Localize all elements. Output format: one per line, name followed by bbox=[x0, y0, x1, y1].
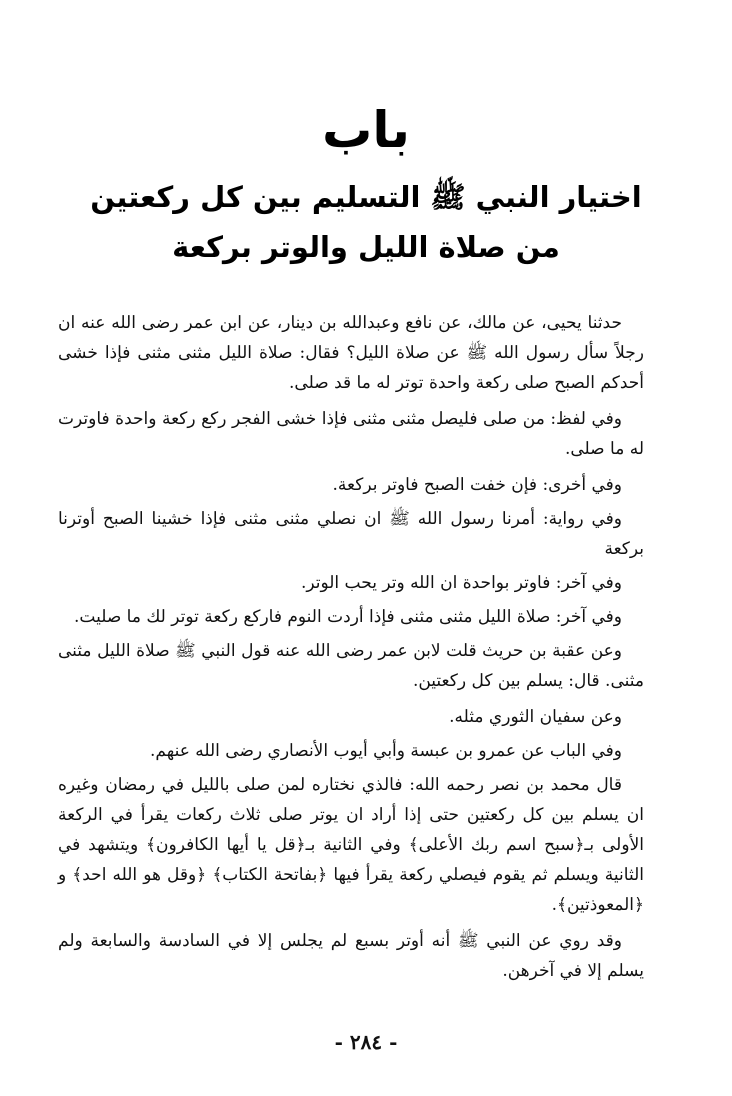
paragraph-6: وفي آخر: صلاة الليل مثنى مثنى فإذا أردت النوم فاركع ركعة توتر لك ما صليت. bbox=[73, 607, 622, 627]
chapter-title bbox=[60, 172, 672, 272]
paragraph-10: قال محمد بن نصر رحمه الله: فالذي نختاره لمن صلى بالليل في رمضان وغيره ان يسلم بين كل ركعتين حتى إذا أراد ان يوتر صلى ثلاث ركعات يقرأ في الركعة الأولى بـ﴿سبح اسم ربك الأعلى﴾ وفي الثانية بـ﴿قل يا أيها الكافرون﴾ ويتشهد في الثانية ويسلم ثم يقوم فيصلي ركعة يقرأ فيها ﴿بفاتحة الكتاب﴾ ﴿وقل هو الله احد﴾ و ﴿المعوذتين﴾. bbox=[58, 775, 644, 915]
paragraph-4: وفي رواية: أمرنا رسول الله ﷺ ان نصلي مثنى مثنى فإذا خشينا الصبح أوترنا بركعة bbox=[58, 509, 644, 559]
chapter-title-line-1: اختيار النبي ﷺ التسليم بين كل ركعتين bbox=[90, 180, 642, 214]
paragraph-2: وفي لفظ: من صلى فليصل مثنى مثنى فإذا خشى الفجر ركع ركعة واحدة فاوترت له ما صلى. bbox=[58, 409, 644, 459]
chapter-heading: باب bbox=[322, 101, 410, 159]
paragraph-7: وعن عقبة بن حريث قلت لابن عمر رضى الله عنه قول النبي ﷺ صلاة الليل مثنى مثنى. قال: يسلم بين كل ركعتين. bbox=[58, 641, 644, 691]
page-number: - ٢٨٤ - bbox=[334, 1030, 398, 1054]
paragraph-1: حدثنا يحيى، عن مالك، عن نافع وعبدالله بن دينار، عن ابن عمر رضى الله عنه ان رجلاً سأل رسول الله ﷺ عن صلاة الليل؟ فقال: صلاة الليل مثنى مثنى فإذا خشى أحدكم الصبح صلى ركعة واحدة توتر له ما قد صلى. bbox=[58, 313, 644, 393]
paragraph-9: وفي الباب عن عمرو بن عبسة وأبي أيوب الأنصاري رضى الله عنهم. bbox=[150, 741, 622, 761]
body-text bbox=[58, 308, 644, 992]
paragraph-5: وفي آخر: فاوتر بواحدة ان الله وتر يحب الوتر. bbox=[300, 573, 622, 593]
paragraph-8: وعن سفيان الثوري مثله. bbox=[449, 707, 622, 727]
chapter-title-line-2: من صلاة الليل والوتر بركعة bbox=[172, 230, 560, 264]
paragraph-3: وفي أخرى: فإن خفت الصبح فاوتر بركعة. bbox=[332, 475, 622, 495]
paragraph-11: وقد روي عن النبي ﷺ أنه أوتر بسبع لم يجلس إلا في السادسة والسابعة ولم يسلم إلا في آخرهن. bbox=[58, 931, 644, 981]
